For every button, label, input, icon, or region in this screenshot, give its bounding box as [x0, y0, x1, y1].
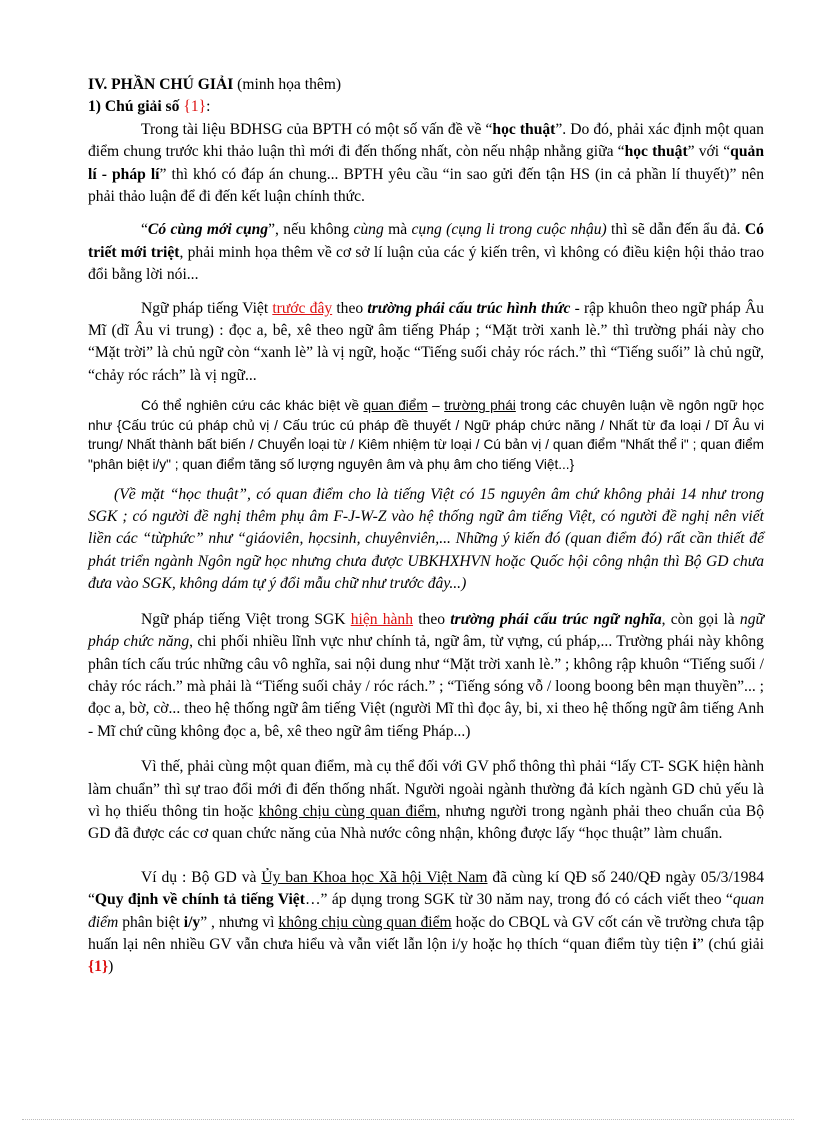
- paragraph-4: Có thể nghiên cứu các khác biệt về quan điểm – trường phái trong các chuyên luận về ngôn ngữ học như {Cấu trúc cú pháp chủ vị / Cấu trúc cú pháp đề thuyết / Ngữ pháp chức năng / Nhất từ đa loại / Dĩ Âu vi trung/ Nhất thành bất biến / Chuyển loại từ / Kiêm nhiệm từ loại / Cú bản vị / quan điểm "Nhất thể i" ; quan điểm "phân biệt i/y" ; quan điểm tăng số lượng nguyên âm và phụ âm cho tiếng Việt...}: [88, 398, 765, 473]
- paragraph-5: (Về mặt “học thuật”, có quan điểm cho là tiếng Việt có 15 nguyên âm chứ không phải 14 như trong SGK ; có người đề nghị thêm phụ âm F-J-W-Z vào hệ thống ngữ âm tiếng Việt, có người đề nghị nên viết liền các “từphức” như “giáoviên, họcsinh, chuyênviên,... Những ý kiến đó (quan điểm đó) rất cần thiết để phát triển ngành Ngôn ngữ học nhưng chưa được UBKHXHVN hoặc Quốc hội công nhận thì Bộ GD chưa đưa vào SGK, không dám tự ý đổi mẫu chữ như trước đây...): [88, 485, 764, 593]
- paragraph-1: Trong tài liệu BDHSG của BPTH có một số vấn đề về “học thuật”. Do đó, phải xác định một quan điểm chung trước khi thảo luận thì mới đi đến thống nhất, còn nếu nhập nhằng giữa “học thuật” với “quản lí - pháp lí” thì khó có đáp án chung... BPTH yêu cầu “in sao gửi đến tận HS (in cả phần lí thuyết)” nên phải thảo luận để đi đến kết luận chính thức.: [88, 120, 764, 206]
- paragraph-7: Vì thế, phải cùng một quan điểm, mà cụ thể đối với GV phổ thông thì phải “lấy CT- SGK hiện hành làm chuẩn” thì sự trao đổi mới đi đến thống nhất. Người ngoài ngành thường đả kích ngành GD chủ yếu là vì họ thiếu thông tin hoặc không chịu cùng quan điểm, nhưng người trong ngành phải theo chuẩn của Bộ GD đã được các cơ quan chức năng của Nhà nước công nhận, không được lấy “học thuật” làm chuẩn.: [88, 758, 765, 843]
- heading-note: (minh họa thêm): [233, 76, 342, 93]
- paragraph-3: Ngữ pháp tiếng Việt trước đây theo trường phái cấu trúc hình thức - rập khuôn theo ngữ pháp Âu Mĩ (dĩ Âu vi trung) : đọc a, bê, xê theo ngữ âm tiếng Pháp ; “Mặt trời xanh lè.” thì trường phái này cho “Mặt trời” là chủ ngữ còn “xanh lè” là vị ngữ, hoặc “Tiếng suối chảy róc rách.” thì “Tiếng suối” là chủ ngữ, “chảy róc rách” là vị ngữ...: [88, 299, 765, 384]
- document-page: [88, 74, 764, 979]
- section-heading: [88, 74, 764, 96]
- paragraph-2: “Có cùng mới cụng”, nếu không cùng mà cụng (cụng li trong cuộc nhậu) thì sẽ dẫn đến ẩu đả. Có triết mới triệt, phải minh họa thêm về cơ sở lí luận của các ý kiến trên, vì không có điều kiện hội thảo trao đổi bằng lời nói...: [88, 221, 764, 284]
- heading-label: IV. PHẦN CHÚ GIẢI: [88, 76, 234, 93]
- subheading-label: 1) Chú giải số: [88, 98, 184, 116]
- paragraph-8: Ví dụ : Bộ GD và Ủy ban Khoa học Xã hội Việt Nam đã cùng kí QĐ số 240/QĐ ngày 05/3/1984 “Quy định về chính tả tiếng Việt…” áp dụng trong SGK từ 30 năm nay, trong đó có cách viết theo “quan điểm phân biệt i/y” , nhưng vì không chịu cùng quan điểm hoặc do CBQL và GV cốt cán về trường chưa tập huấn lại nên nhiều GV vẫn chưa hiểu và vẫn viết lẫn lộn i/y hoặc họ thích “quan điểm tùy tiện i” (chú giải {1}): [88, 868, 765, 976]
- page-bottom-border: [22, 1119, 794, 1120]
- subheading: 1) Chú giải số {1}:: [88, 98, 211, 116]
- paragraph-6: Ngữ pháp tiếng Việt trong SGK hiện hành theo trường phái cấu trúc ngữ nghĩa, còn gọi là ngữ pháp chức năng, chi phối nhiều lĩnh vực như chính tả, ngữ âm, từ vựng, cú pháp,... Trường phái này không phân tích cấu trúc những câu vô nghĩa, sai nội dung như “Mặt trời xanh lè.” ; không rập khuôn “Tiếng suối / chảy róc rách.” mà phải là “Tiếng suối chảy / róc rách.” ; “Tiếng sóng vỗ / loong boong bên mạn thuyền”... ; đọc a, bờ, cờ... theo hệ thống ngữ âm tiếng Việt (người Mĩ thì đọc ây, bi, xi theo hệ thống ngữ âm tiếng Anh - Mĩ chứ cũng không đọc a, bê, xê theo ngữ âm tiếng Pháp...): [88, 610, 764, 740]
- footnote-ref: {1}: [183, 98, 207, 116]
